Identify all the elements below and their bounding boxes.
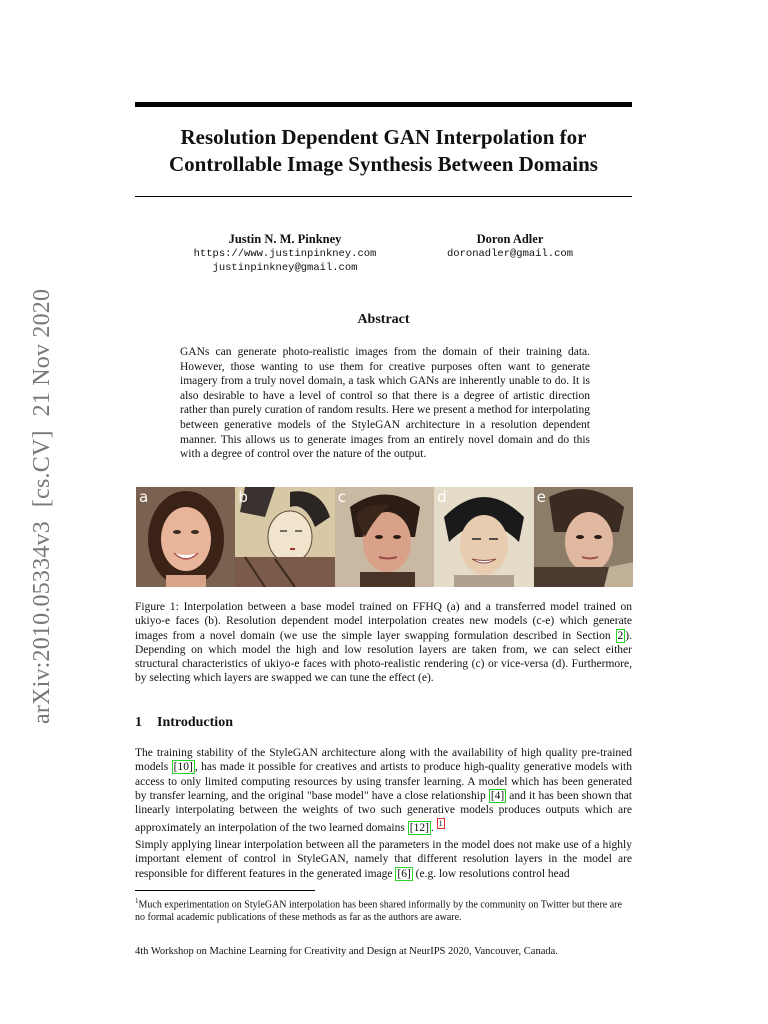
- footnote-rule: [135, 890, 315, 891]
- footnote-mark: 1: [135, 897, 139, 905]
- arxiv-id: arXiv:2010.05334v3: [29, 521, 55, 724]
- citation-link[interactable]: [12]: [409, 822, 429, 835]
- author-name: Doron Adler: [476, 232, 544, 246]
- arxiv-category: [cs.CV]: [29, 430, 55, 508]
- title-line-1: Resolution Dependent GAN Interpolation for: [180, 125, 587, 149]
- arxiv-date: 21 Nov 2020: [29, 288, 55, 417]
- arxiv-stamp: [22, 0, 62, 724]
- figure-panel-b: [235, 487, 334, 587]
- author-email[interactable]: doronadler@gmail.com: [446, 248, 574, 260]
- abstract-heading: Abstract: [357, 312, 410, 327]
- photo-face-image: [335, 487, 434, 587]
- footnote-text: Much experimentation on StyleGAN interpolation has been shared informally by the community on Twitter but there are no formal academic publications of these methods as far as the authors are aware.: [135, 899, 622, 923]
- author-block-1: [180, 231, 390, 275]
- section-title: Introduction: [157, 715, 233, 730]
- author-url[interactable]: https://www.justinpinkney.com: [193, 248, 377, 260]
- title-top-rule: [135, 102, 632, 107]
- author-email[interactable]: justinpinkney@gmail.com: [212, 262, 358, 274]
- venue-footer: 4th Workshop on Machine Learning for Creativity and Design at NeurIPS 2020, Vancouver, Canada.: [135, 946, 558, 957]
- section-number: 1: [135, 715, 142, 730]
- section-ref-link[interactable]: 2: [617, 629, 624, 642]
- abstract-text: GANs can generate photo-realistic images from the domain of their training data. However, those wanting to use them for creative purposes often want to generate imagery from a truly novel domain, a task which GANs are inherently unable to do. It is also desirable to have a level of control so that there is a degree of artistic direction rather than purely curation of random results. Here we present a method for interpolating between generative models of the StyleGAN architecture in a resolution dependent manner. This allows us to generate images from an entirely novel domain and do this with a degree of control over the nature of the output.: [180, 346, 590, 461]
- paper-title: [135, 124, 632, 178]
- panel-label: a: [139, 488, 149, 506]
- figure-1: [136, 487, 633, 587]
- citation-link[interactable]: [4]: [490, 789, 505, 802]
- intro-paragraph-2: Simply applying linear interpolation between all the parameters in the model does not make use of a highly important element of control in StyleGAN, namely that different resolution layers in the model are responsible for different features in the generated image [6] (e.g. low resolutions control head: [135, 839, 632, 880]
- ukiyoe-photo-face-image: [434, 487, 533, 587]
- citation-link[interactable]: [10]: [173, 761, 193, 774]
- citation-link[interactable]: [6]: [397, 867, 411, 880]
- panel-label: d: [437, 488, 447, 506]
- author-block-2: [425, 231, 595, 261]
- footnote-link[interactable]: 1: [438, 819, 443, 829]
- intro-paragraph-1: The training stability of the StyleGAN architecture along with the availability of high quality pre-trained models [10] , has made it possible for creatives and artists to produce high-quality generative models with access to only limited computing resources by using transfer learning. A model which has been generated by transfer learning, and the original "base model" have a close relationship [4] and it has been shown that linearly interpolating between the weights of two such generative models produces outputs which are approximately an interpolation of the two learned domains [12] . $^1$: [135, 747, 632, 835]
- photo-face-image: [136, 487, 235, 587]
- panel-label: b: [238, 488, 248, 506]
- figure-panel-d: [434, 487, 533, 587]
- figure-panel-e: [534, 487, 633, 587]
- footnote: [135, 895, 632, 924]
- figure-panel-c: [335, 487, 434, 587]
- ukiyoe-face-image: [235, 487, 334, 587]
- section-heading: [135, 715, 233, 731]
- title-bottom-rule: [135, 196, 632, 197]
- figure-panel-a: [136, 487, 235, 587]
- photo-face-image: [534, 487, 633, 587]
- figure-caption: Figure 1: Interpolation between a base model trained on FFHQ (a) and a transferred model trained on ukiyo-e faces (b). Resolution dependent model interpolation creates new models (c-e) which generate images from a novel domain (we use the simple layer swapping formulation described in Section 2 ). Depending on which model the high and low resolution layers are taken from, we can select either structural characteristics of ukiyo-e faces with photo-realistic rendering (c) or vice-versa (d). Furthermore, by selecting which layers are swapped we can tune the effect (e).: [135, 601, 632, 685]
- panel-label: c: [337, 488, 347, 506]
- panel-label: e: [536, 488, 546, 506]
- title-line-2: Controllable Image Synthesis Between Domains: [169, 152, 598, 176]
- author-name: Justin N. M. Pinkney: [228, 232, 342, 246]
